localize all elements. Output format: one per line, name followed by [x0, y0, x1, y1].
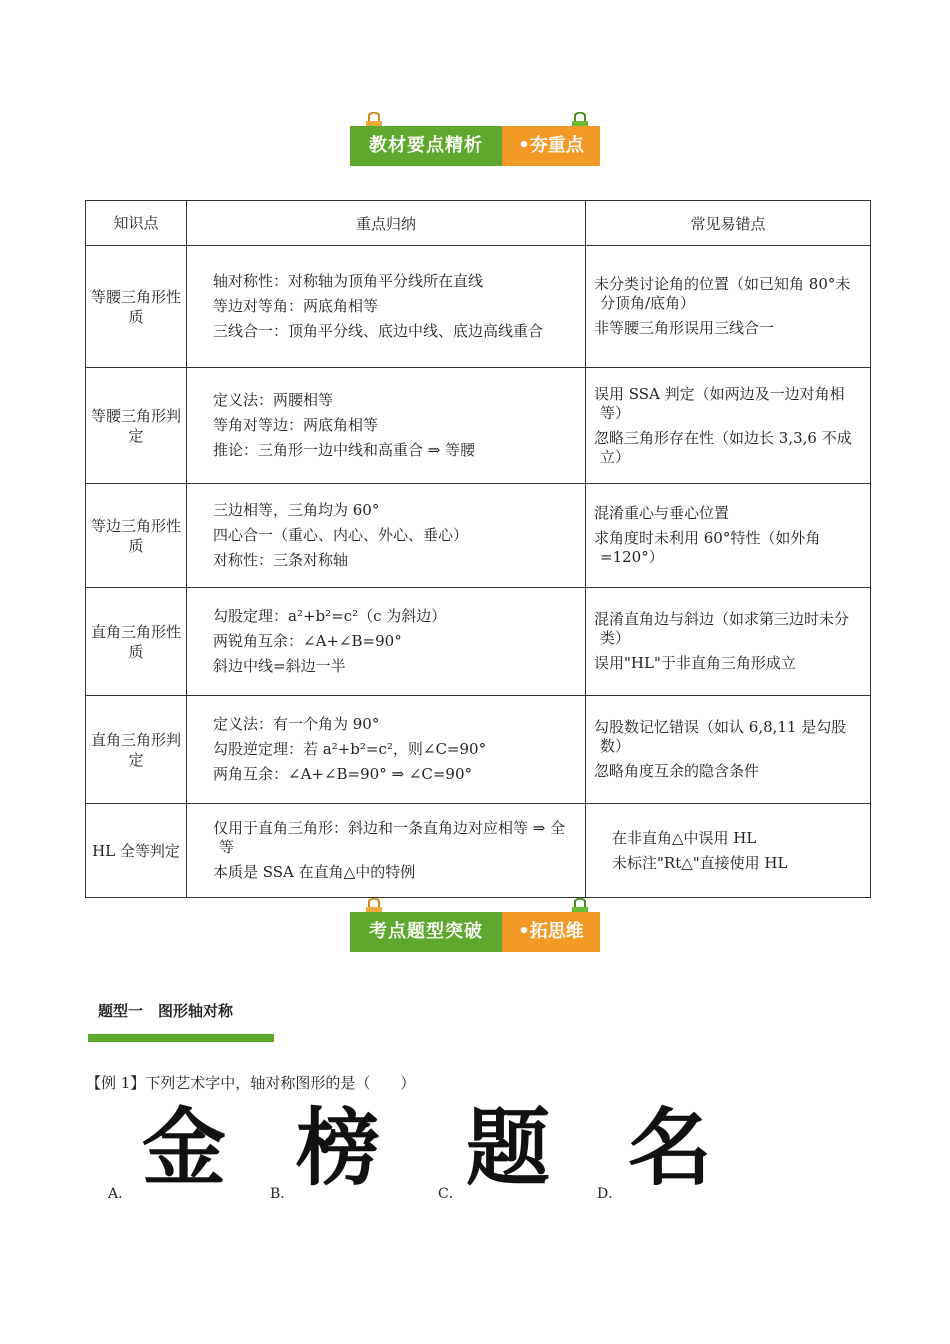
header-topic: 知识点 — [86, 201, 187, 246]
points-cell — [187, 368, 586, 484]
option-art-char-a: 金 — [142, 1099, 227, 1197]
topic-cell: 直角三角形性质 — [86, 588, 187, 696]
topic-cell: HL 全等判定 — [86, 804, 187, 898]
point-line: 定义法：有一个角为 90° — [213, 715, 380, 733]
topic-cell: 等腰三角形性质 — [86, 246, 187, 368]
points-cell — [187, 246, 586, 368]
section-banner-key-points — [350, 112, 600, 172]
error-line: 忽略角度互余的隐含条件 — [594, 762, 760, 780]
banner-title: 考点题型突破 — [369, 921, 483, 942]
point-line: 两锐角互余：∠A+∠B=90° — [213, 632, 402, 650]
error-line: 误用"HL"于非直角三角形成立 — [594, 654, 796, 672]
errors-cell — [586, 246, 871, 368]
option-art-char-b: 榜 — [296, 1099, 381, 1197]
point-line: 定义法：两腰相等 — [213, 391, 334, 409]
error-line: 误用 SSA 判定（如两边及一边对角相等） — [594, 384, 845, 422]
point-line: 轴对称性：对称轴为顶角平分线所在直线 — [213, 272, 484, 290]
banner-subtitle: •夯重点 — [518, 135, 584, 156]
error-line: 求角度时未利用 60°特性（如外角=120°） — [594, 529, 821, 566]
topic-cell: 等腰三角形判定 — [86, 368, 187, 484]
point-line: 勾股逆定理：若 a²+b²=c²，则∠C=90° — [213, 740, 487, 758]
point-line: 三边相等，三角均为 60° — [213, 501, 380, 519]
option-art-char-c: 题 — [466, 1099, 551, 1197]
errors-cell — [586, 804, 871, 898]
table-row — [86, 804, 871, 898]
point-line: 两角互余：∠A+∠B=90° ⇒ ∠C=90° — [213, 765, 473, 783]
point-line: 对称性：三条对称轴 — [213, 551, 349, 569]
topic-cell: 直角三角形判定 — [86, 696, 187, 804]
points-cell — [187, 804, 586, 898]
points-cell — [187, 588, 586, 696]
knowledge-table — [85, 200, 871, 898]
points-cell — [187, 484, 586, 588]
option-art-char-d: 名 — [628, 1099, 713, 1197]
topic-cell: 等边三角形性质 — [86, 484, 187, 588]
point-line: 本质是 SSA 在直角△中的特例 — [213, 863, 416, 881]
header-errors: 常见易错点 — [586, 201, 871, 246]
error-line: 未标注"Rt△"直接使用 HL — [612, 853, 788, 872]
table-row — [86, 588, 871, 696]
option-label-a: A． — [108, 1186, 133, 1202]
errors-cell — [586, 368, 871, 484]
header-points: 重点归纳 — [187, 201, 586, 246]
error-line: 在非直角△中误用 HL — [612, 828, 757, 847]
point-line: 斜边中线=斜边一半 — [213, 657, 346, 675]
question-type-title: 题型一 图形轴对称 — [98, 1002, 234, 1020]
section-underline — [88, 1034, 274, 1042]
point-line: 仅用于直角三角形：斜边和一条直角边对应相等 ⇒ 全等 — [213, 819, 566, 856]
point-line: 四心合一（重心、内心、外心、垂心） — [213, 526, 469, 544]
banner-title: 教材要点精析 — [369, 135, 483, 156]
table-row — [86, 484, 871, 588]
point-line: 推论：三角形一边中线和高重合 ⇒ 等腰 — [213, 441, 476, 459]
example-question: 【例 1】下列艺术字中，轴对称图形的是（ ） — [86, 1074, 416, 1092]
point-line: 等边对等角：两底角相等 — [213, 297, 379, 315]
table-row — [86, 246, 871, 368]
error-line: 忽略三角形存在性（如边长 3,3,6 不成立） — [594, 428, 852, 466]
table-row — [86, 696, 871, 804]
points-cell — [187, 696, 586, 804]
table-header-row — [86, 201, 871, 246]
error-line: 未分类讨论角的位置（如已知角 80°未分顶角/底角） — [594, 275, 851, 312]
table-row — [86, 368, 871, 484]
section-banner-question-types — [350, 898, 600, 958]
point-line: 勾股定理：a²+b²=c²（c 为斜边） — [213, 607, 447, 625]
banner-subtitle: •拓思维 — [518, 921, 584, 942]
error-line: 混淆直角边与斜边（如求第三边时未分类） — [594, 610, 850, 647]
error-line: 勾股数记忆错误（如认 6,8,11 是勾股数） — [594, 718, 847, 755]
point-line: 等角对等边：两底角相等 — [213, 416, 379, 434]
option-label-b: B． — [270, 1186, 295, 1202]
error-line: 非等腰三角形误用三线合一 — [594, 319, 775, 337]
error-line: 混淆重心与垂心位置 — [594, 504, 730, 522]
errors-cell — [586, 588, 871, 696]
option-label-d: D． — [597, 1186, 623, 1202]
point-line: 三线合一：顶角平分线、底边中线、底边高线重合 — [213, 322, 544, 340]
option-label-c: C． — [438, 1186, 463, 1202]
errors-cell — [586, 696, 871, 804]
errors-cell — [586, 484, 871, 588]
